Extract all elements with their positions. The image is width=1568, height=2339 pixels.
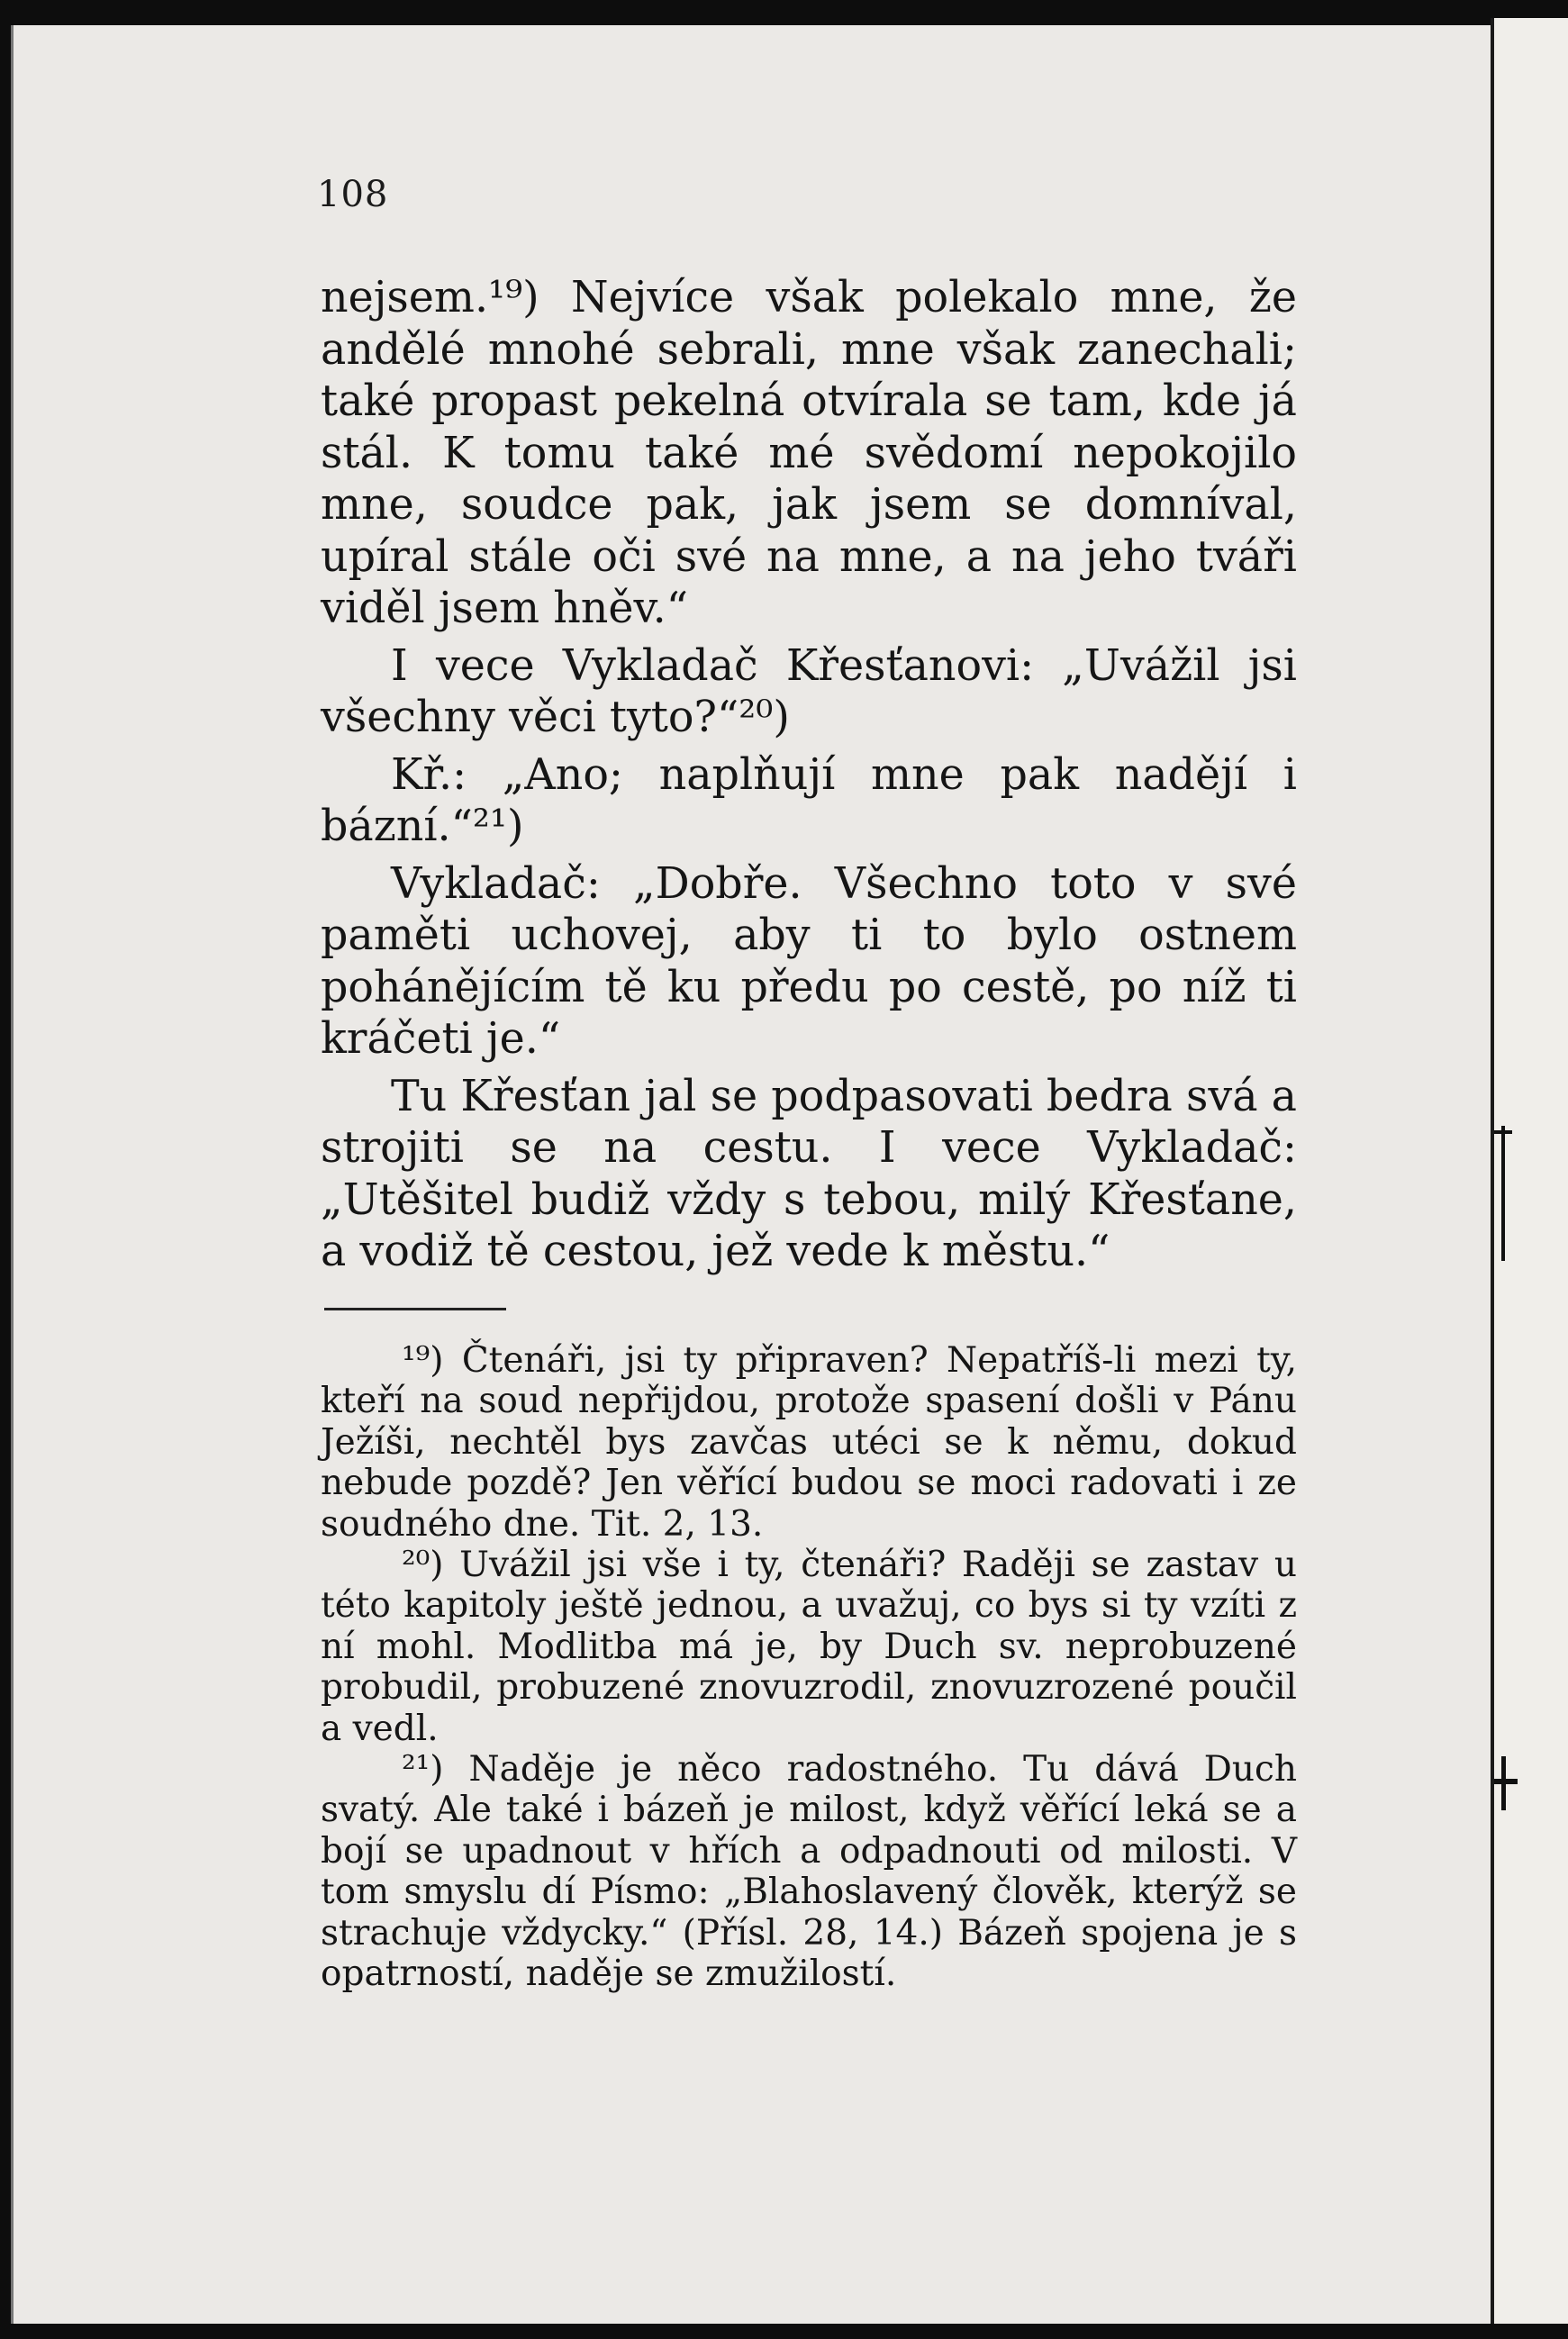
paragraph: I vece Vykladač Křesťanovi: „Uvážil jsi všechny věci tyto?“²⁰) — [321, 640, 1297, 742]
adjacent-page-edge — [1491, 18, 1568, 2324]
paragraph: Tu Křesťan jal se podpasovati bedra svá a strojiti se na cestu. I vece Vykladač: „Utěšitel budiž vždy s tebou, milý Křesťane, a vodiž tě cestou, jež vede k městu.“ — [321, 1071, 1297, 1276]
footnote-separator — [324, 1308, 506, 1310]
paragraph: Kř.: „Ano; naplňují mne pak nadějí i bázní.“²¹) — [321, 749, 1297, 851]
paragraph: nejsem.¹⁹) Nejvíce však polekalo mne, že andělé mnohé sebrali, mne však zanechali; také propast pekelná otvírala se tam, kde já stál. K tomu také mé svědomí nepokojilo mne, soudce pak, jak jsem se domníval, upíral stále oči své na mne, a na jeho tváři viděl jsem hněv.“ — [321, 273, 1297, 633]
main-text — [321, 272, 1297, 1283]
binding-mark — [1494, 1779, 1518, 1784]
footnote: ²¹) Naděje je něco radostného. Tu dává Duch svatý. Ale také i bázeň je milost, když věřící leká se a bojí se upadnout v hřích a odpadnouti od milosti. V tom smyslu dí Písmo: „Blahoslavený člověk, kterýž se strachuje vždycky.“ (Přísl. 28, 14.) Bázeň spojena je s opatrností, naděje se zmužilostí. — [321, 1749, 1297, 1995]
page-number: 108 — [317, 174, 389, 215]
binding-mark — [1501, 1126, 1505, 1261]
footnotes — [321, 1340, 1297, 1995]
footnote: ¹⁹) Čtenáři, jsi ty připraven? Nepatříš-li mezi ty, kteří na soud nepřijdou, protože spasení došli v Pánu Ježíši, nechtěl bys zavčas utéci se k němu, dokud nebude pozdě? Jen věřící budou se moci radovati i ze soudného dne. Tit. 2, 13. — [321, 1340, 1297, 1545]
binding-mark — [1501, 1756, 1506, 1810]
paragraph: Vykladač: „Dobře. Všechno toto v své paměti uchovej, aby ti to bylo ostnem pohánějícím tě ku předu po cestě, po níž ti kráčeti je.“ — [321, 858, 1297, 1064]
footnote: ²⁰) Uvážil jsi vše i ty, čtenáři? Raději se zastav u této kapitoly ještě jednou, a uvažuj, co bys si ty vzíti z ní mohl. Modlitba má je, by Duch sv. neprobuzené probudil, probuzené znovuzrodil, znovuzrozené poučil a vedl. — [321, 1545, 1297, 1749]
